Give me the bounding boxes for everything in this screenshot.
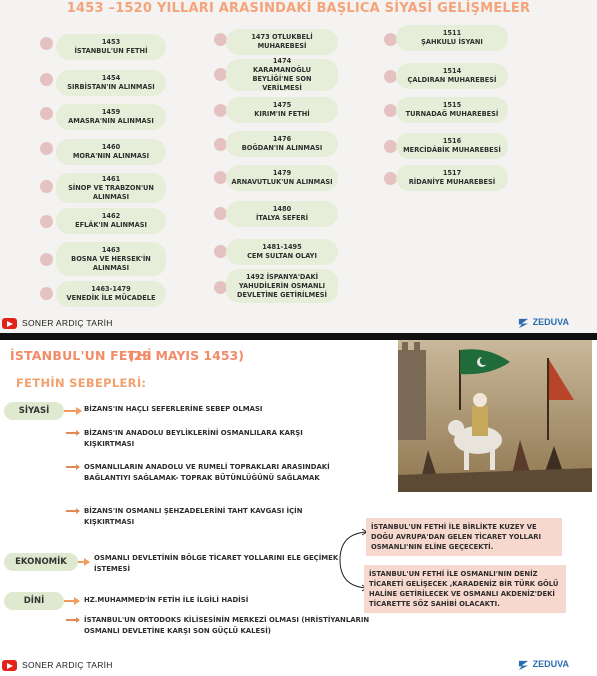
event-name: CEM SULTAN OLAYI	[247, 252, 317, 260]
event-name: BOSNA VE HERSEK'İN ALINMASI	[71, 254, 151, 272]
youtube-icon[interactable]	[2, 660, 17, 671]
category-label: SİYASİ	[18, 406, 50, 416]
reason-item	[84, 428, 324, 450]
event-year: 1516	[442, 137, 462, 145]
arrow-icon	[66, 510, 78, 512]
bullet-dot	[384, 33, 397, 46]
event-pill	[56, 104, 166, 130]
event-pill	[396, 25, 508, 51]
zeduva-logo-icon	[518, 660, 529, 671]
reason-item	[84, 595, 344, 606]
event-year: 1514	[442, 67, 462, 75]
slide-footer	[0, 316, 597, 332]
event-year: 1463-1479	[91, 285, 131, 293]
event-pill	[226, 97, 338, 123]
event-name: ÇALDIRAN MUHAREBESİ	[407, 76, 497, 84]
reason-item	[94, 553, 346, 575]
slide-divider	[0, 333, 597, 340]
event-name: MERCİDÂBİK MUHAREBESİ	[403, 146, 501, 154]
event-pill	[226, 165, 338, 191]
reason-text: BİZANS'IN HAÇLI SEFERLERİNE SEBEP OLMASI	[84, 405, 263, 413]
conquest-slide	[0, 340, 597, 676]
event-pill	[56, 242, 166, 276]
event-name: ŞAHKULU İSYANI	[421, 38, 483, 46]
event-name: AMASRA'NIN ALINMASI	[68, 117, 154, 125]
event-pill	[56, 173, 166, 203]
category-arrow	[64, 600, 78, 602]
arrow-icon	[66, 619, 78, 621]
event-year: 1460	[101, 143, 121, 151]
event-name: TURNADAĞ MUHAREBESİ	[405, 110, 499, 118]
reason-text: BİZANS'IN OSMANLI ŞEHZADELERİNİ TAHT KAVGASI İÇİN KIŞKIRTMASI	[84, 507, 303, 526]
event-pill	[396, 133, 508, 159]
event-name: SİNOP VE TRABZON'UN ALINMASI	[68, 183, 154, 201]
slide-title: İSTANBUL'UN FETHİ	[10, 348, 152, 363]
reason-item	[84, 615, 374, 637]
event-pill	[56, 70, 166, 96]
reason-text: İSTANBUL'UN ORTODOKS KİLİSESİNİN MERKEZİ OLMASI (HRİSTİYANLARIN OSMANLI DEVLETİNE KARŞI SON GÜÇLÜ KALESİ)	[84, 616, 370, 635]
event-year: 1474	[272, 57, 292, 65]
event-name: YAHUDİLERİN OSMANLI DEVLETİNE GETİRİLMESİ	[237, 281, 327, 299]
bullet-dot	[40, 180, 53, 193]
note-text: İSTANBUL'UN FETHİ İLE OSMANLI'NIN DENİZ TİCARETİ GELİŞECEK ,KARADENİZ BİR TÜRK GÖLÜ HALİNE GETİRİLECEK VE OSMANLI AKDENİZ'DEKİ TİCARETTE SÖZ SAHİBİ OLACAKTI.	[369, 570, 559, 608]
author-label: SONER ARDIÇ TARİH	[22, 660, 113, 670]
event-pill	[226, 59, 338, 91]
event-year: 1462	[101, 212, 121, 220]
category-siyasi	[4, 402, 64, 420]
event-pill	[396, 97, 508, 123]
event-year: 1515	[442, 101, 462, 109]
category-dini	[4, 592, 64, 610]
event-year: 1480	[272, 205, 292, 213]
event-name: RİDANİYE MUHAREBESİ	[408, 178, 496, 186]
bullet-dot	[40, 73, 53, 86]
event-year: 1511	[442, 29, 462, 37]
event-year: 1463	[101, 245, 121, 254]
bullet-dot	[40, 215, 53, 228]
event-pill	[56, 208, 166, 234]
category-ekonomik	[4, 553, 78, 571]
conquest-painting	[398, 340, 592, 492]
event-pill	[226, 131, 338, 157]
category-label: EKONOMİK	[15, 557, 67, 567]
event-pill	[56, 34, 166, 60]
event-pill	[226, 239, 338, 265]
reason-item	[84, 462, 364, 484]
brand-label: ZEDUVA	[532, 317, 569, 327]
event-name: VENEDİK İLE MÜCADELE	[66, 294, 156, 302]
event-year: 1459	[101, 108, 121, 116]
event-year: 1479	[272, 169, 292, 177]
event-name: MUHAREBESİ	[257, 42, 307, 50]
reason-item	[84, 404, 374, 415]
event-pill	[56, 281, 166, 307]
event-pill	[226, 29, 338, 55]
slide-footer	[0, 658, 597, 674]
timeline-slide	[0, 0, 597, 333]
event-year: 1492 İSPANYA'DAKİ	[245, 272, 319, 281]
event-year: 1453	[101, 38, 121, 46]
bullet-dot	[214, 33, 227, 46]
arrow-icon	[66, 432, 78, 434]
event-name: İTALYA SEFERİ	[255, 214, 309, 222]
bullet-dot	[40, 142, 53, 155]
note-sea-trade	[364, 565, 566, 613]
youtube-icon[interactable]	[2, 318, 17, 329]
zeduva-logo-icon	[518, 318, 529, 329]
event-name: ARNAVUTLUK'UN ALINMASI	[231, 178, 333, 186]
event-name: MORA'NIN ALINMASI	[72, 152, 150, 160]
event-year: 1475	[272, 101, 292, 109]
arrow-icon	[66, 466, 78, 468]
event-name: İSTANBUL'UN FETHİ	[74, 47, 148, 55]
category-arrow	[64, 410, 80, 412]
event-pill	[226, 201, 338, 227]
reason-text: HZ.MUHAMMED'İN FETİH İLE İLGİLİ HADİSİ	[84, 596, 249, 604]
author-label: SONER ARDIÇ TARİH	[22, 318, 113, 328]
reason-text: OSMANLI DEVLETİNİN BÖLGE TİCARET YOLLARINI ELE GEÇİMEK İSTEMESİ	[94, 554, 339, 573]
slide-date: (29 MAYIS 1453)	[128, 348, 244, 363]
bullet-dot	[40, 107, 53, 120]
reason-text: BİZANS'IN ANADOLU BEYLİKLERİNİ OSMANLILARA KARŞI KIŞKIRTMASI	[84, 429, 303, 448]
bullet-dot	[40, 37, 53, 50]
category-label: DİNİ	[23, 596, 45, 606]
event-year: 1461	[101, 174, 121, 183]
note-text: İSTANBUL'UN FETHİ İLE BİRLİKTE KUZEY VE DOĞU AVRUPA'DAN GELEN TİCARET YOLLARI OSMANLI'NIN ELİNE GEÇECEKTİ.	[371, 523, 542, 551]
note-trade-routes	[366, 518, 562, 556]
event-name: KARAMANOĞLU BEYLİĞİ'NE SON VERİLMESİ	[252, 66, 312, 92]
event-year: 1476	[272, 135, 292, 143]
bullet-dot	[40, 253, 53, 266]
brand-label: ZEDUVA	[532, 659, 569, 669]
event-pill	[226, 269, 338, 303]
event-pill	[56, 139, 166, 165]
timeline-title: 1453 –1520 YILLARI ARASINDAKİ BAŞLICA SİYASİ GELİŞMELER	[66, 1, 531, 16]
event-name: EFLÂK'IN ALINMASI	[75, 221, 147, 229]
event-pill	[396, 63, 508, 89]
event-name: KIRIM'IN FETHİ	[254, 110, 310, 118]
event-name: SIRBİSTAN'IN ALINMASI	[67, 83, 155, 91]
reason-text: OSMANLILARIN ANADOLU VE RUMELİ TOPRAKLARI ARASINDAKİ BAĞLANTIYI SAĞLAMAK- TOPRAK BÜTÜNLÜĞÜNÜ SAĞLAMAK	[84, 463, 330, 482]
event-year: 1473 OTLUKBELİ	[251, 33, 313, 41]
event-year: 1454	[101, 74, 121, 82]
event-year: 1481-1495	[262, 243, 302, 251]
category-arrow	[78, 561, 88, 563]
slide-subtitle: FETHİN SEBEPLERİ:	[16, 376, 147, 390]
bullet-dot	[40, 287, 53, 300]
event-pill	[396, 165, 508, 191]
reason-item	[84, 506, 354, 528]
event-name: BOĞDAN'IN ALINMASI	[241, 144, 323, 152]
event-year: 1517	[442, 169, 462, 177]
